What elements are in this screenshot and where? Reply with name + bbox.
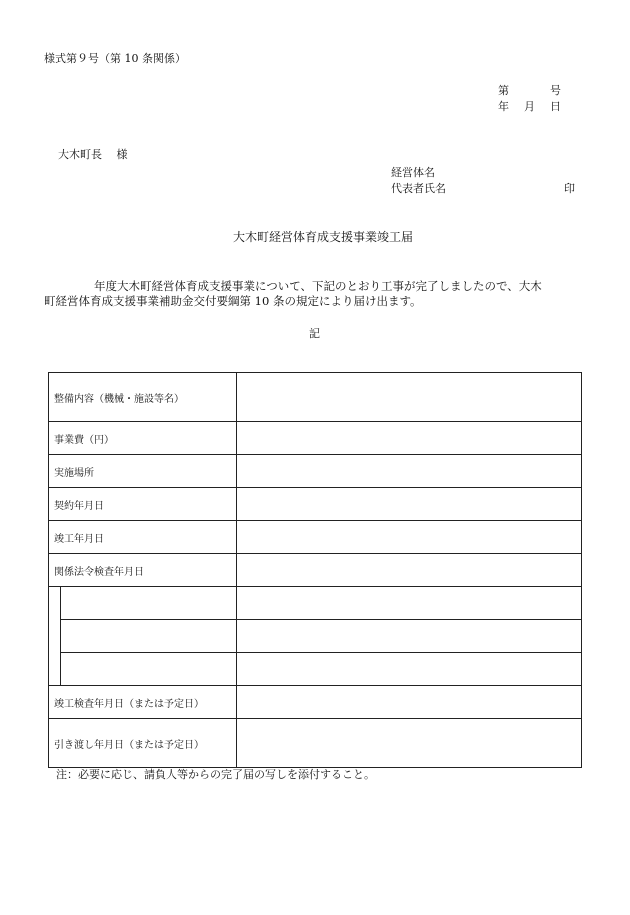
- inspection-date-field[interactable]: [237, 554, 582, 587]
- completion-form-table: [48, 372, 582, 768]
- business-name-label: 経営体名: [391, 166, 435, 179]
- contract-date-field[interactable]: [237, 488, 582, 521]
- table-row: [49, 554, 582, 587]
- row-label: 引き渡し年月日（または予定日）: [49, 719, 237, 768]
- sub-row-label[interactable]: [61, 587, 237, 620]
- table-row: [49, 455, 582, 488]
- indent-cell: [49, 587, 61, 686]
- sub-row-label[interactable]: [61, 653, 237, 686]
- handover-date-field[interactable]: [237, 719, 582, 768]
- row-label: 事業費（円）: [49, 422, 237, 455]
- doc-number-go: 号: [550, 84, 561, 97]
- location-field[interactable]: [237, 455, 582, 488]
- ki-heading: 記: [309, 327, 320, 340]
- table-row: [49, 488, 582, 521]
- seal-mark: 印: [564, 182, 575, 195]
- doc-number-dai: 第: [498, 84, 509, 97]
- row-label: 整備内容（機械・施設等名）: [49, 373, 237, 422]
- sub-row-value[interactable]: [237, 653, 582, 686]
- sub-row-value[interactable]: [237, 587, 582, 620]
- table-row: [49, 686, 582, 719]
- addressee: 大木町長 様: [58, 148, 128, 161]
- completion-date-field[interactable]: [237, 521, 582, 554]
- final-inspection-date-field[interactable]: [237, 686, 582, 719]
- table-row: [49, 521, 582, 554]
- table-row: [49, 719, 582, 768]
- body-line-1: 年度大木町経営体育成支援事業について、下記のとおり工事が完了しましたので、大木: [94, 279, 542, 293]
- sub-row-value[interactable]: [237, 620, 582, 653]
- sub-row-label[interactable]: [61, 620, 237, 653]
- row-label: 竣工年月日: [49, 521, 237, 554]
- representative-label: 代表者氏名: [391, 182, 446, 195]
- row-label: 竣工検査年月日（または予定日）: [49, 686, 237, 719]
- form-number: 様式第９号（第 10 条関係）: [44, 52, 186, 65]
- table-row: [49, 373, 582, 422]
- table-row: [49, 653, 582, 686]
- page-title: 大木町経営体育成支援事業竣工届: [233, 230, 414, 244]
- date-month: 月: [524, 100, 535, 113]
- date-day: 日: [550, 100, 561, 113]
- row-label: 実施場所: [49, 455, 237, 488]
- project-cost-field[interactable]: [237, 422, 582, 455]
- date-year: 年: [498, 100, 509, 113]
- footnote: 注：必要に応じ、請負人等からの完了届の写しを添付すること。: [56, 768, 375, 781]
- row-label: 関係法令検査年月日: [49, 554, 237, 587]
- table-row: [49, 587, 582, 620]
- table-row: [49, 620, 582, 653]
- equipment-name-field[interactable]: [237, 373, 582, 422]
- body-line-2: 町経営体育成支援事業補助金交付要綱第 10 条の規定により届け出ます。: [44, 294, 422, 308]
- row-label: 契約年月日: [49, 488, 237, 521]
- table-row: [49, 422, 582, 455]
